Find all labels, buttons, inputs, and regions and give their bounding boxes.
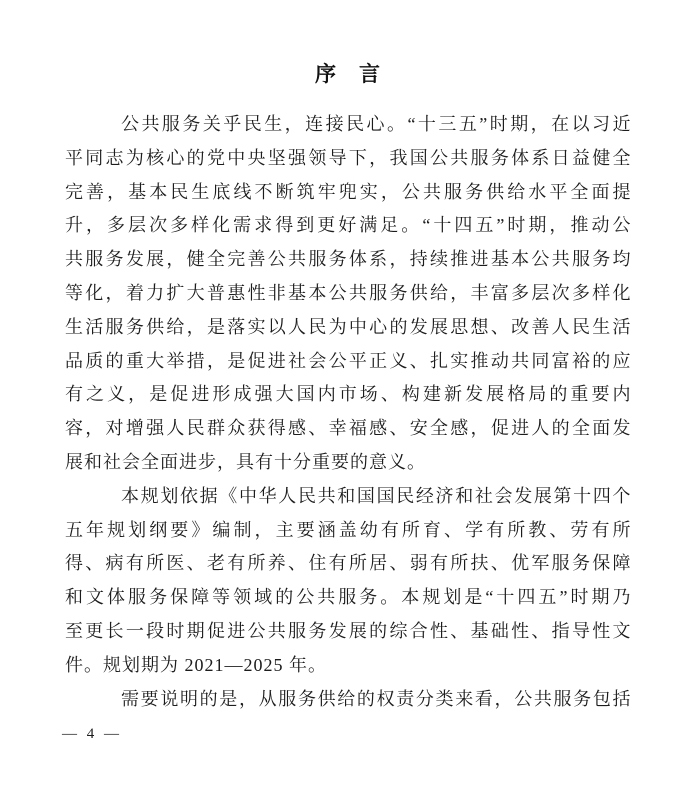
text-line: 需要说明的是，从服务供给的权责分类来看，公共服务包括 bbox=[121, 688, 631, 709]
text-line: 件。规划期为 2021—2025 年。 bbox=[65, 654, 327, 675]
text-line: 平同志为核心的党中央坚强领导下，我国公共服务体系日益健全 bbox=[65, 147, 631, 168]
text-line: 生活服务供给，是落实以人民为中心的发展思想、改善人民生活 bbox=[65, 316, 631, 337]
text-line: 本规划依据《中华人民共和国国民经济和社会发展第十四个 bbox=[121, 485, 631, 506]
text-line: 公共服务关乎民生，连接民心。“十三五”时期，在以习近 bbox=[121, 114, 631, 134]
text-line: 五年规划纲要》编制，主要涵盖幼有所育、学有所教、劳有所 bbox=[65, 519, 631, 540]
text-line: 得、病有所医、老有所养、住有所居、弱有所扶、优军服务保障 bbox=[65, 553, 631, 574]
text-line: 有之义，是促进形成强大国内市场、构建新发展格局的重要内 bbox=[65, 384, 631, 405]
text-line: 等化，着力扩大普惠性非基本公共服务供给，丰富多层次多样化 bbox=[65, 282, 631, 303]
text-line: 和文体服务保障等领域的公共服务。本规划是“十四五”时期乃 bbox=[65, 587, 631, 608]
text-line: 至更长一段时期促进公共服务发展的综合性、基础性、指导性文 bbox=[65, 620, 631, 641]
text-line: 完善，基本民生底线不断筑牢兜实，公共服务供给水平全面提 bbox=[65, 181, 631, 202]
page-number: — 4 — bbox=[62, 726, 122, 742]
text-line: 升，多层次多样化需求得到更好满足。“十四五”时期，推动公 bbox=[65, 215, 631, 236]
page-title: 序 言 bbox=[315, 62, 381, 86]
text-line: 容，对增强人民群众获得感、幸福感、安全感，促进人的全面发 bbox=[65, 418, 631, 439]
text-line: 品质的重大举措，是促进社会公平正义、扎实推动共同富裕的应 bbox=[65, 350, 631, 371]
text-line: 展和社会全面进步，具有十分重要的意义。 bbox=[65, 451, 426, 472]
text-line: 共服务发展，健全完善公共服务体系，持续推进基本公共服务均 bbox=[65, 249, 631, 270]
body-text bbox=[65, 108, 631, 716]
